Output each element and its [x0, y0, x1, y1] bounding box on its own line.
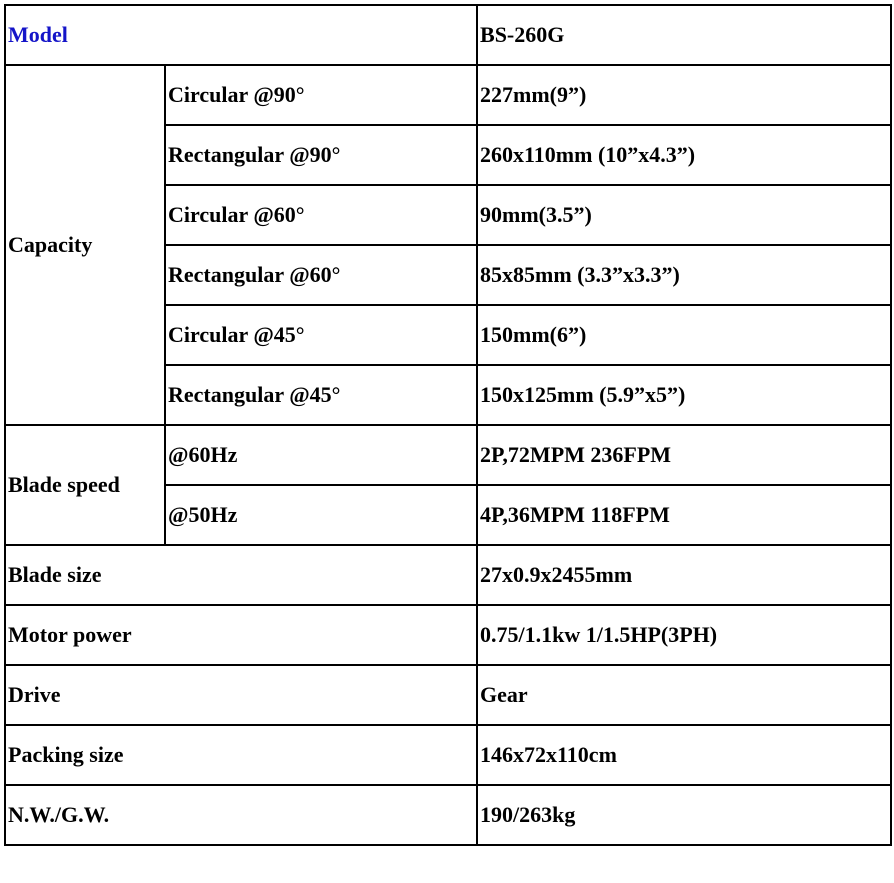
capacity-value: 227mm(9”) — [477, 65, 891, 125]
capacity-value: 90mm(3.5”) — [477, 185, 891, 245]
table-row — [5, 665, 891, 725]
capacity-spec: Rectangular @45° — [165, 365, 477, 425]
row-label: Blade size — [5, 545, 477, 605]
row-label: Packing size — [5, 725, 477, 785]
spec-table — [4, 4, 892, 846]
capacity-value: 150x125mm (5.9”x5”) — [477, 365, 891, 425]
blade-speed-spec: @60Hz — [165, 425, 477, 485]
row-value: Gear — [477, 665, 891, 725]
table-row — [5, 725, 891, 785]
table-row — [5, 65, 891, 125]
table-row — [5, 785, 891, 845]
blade-speed-spec: @50Hz — [165, 485, 477, 545]
table-row — [5, 545, 891, 605]
table-row — [5, 605, 891, 665]
capacity-spec: Circular @90° — [165, 65, 477, 125]
row-label: N.W./G.W. — [5, 785, 477, 845]
row-value: 146x72x110cm — [477, 725, 891, 785]
capacity-spec: Rectangular @90° — [165, 125, 477, 185]
blade-speed-value: 2P,72MPM 236FPM — [477, 425, 891, 485]
blade-speed-value: 4P,36MPM 118FPM — [477, 485, 891, 545]
model-label: Model — [5, 5, 477, 65]
capacity-label: Capacity — [5, 65, 165, 425]
row-label: Motor power — [5, 605, 477, 665]
capacity-value: 260x110mm (10”x4.3”) — [477, 125, 891, 185]
capacity-spec: Circular @45° — [165, 305, 477, 365]
capacity-value: 150mm(6”) — [477, 305, 891, 365]
capacity-value: 85x85mm (3.3”x3.3”) — [477, 245, 891, 305]
model-row — [5, 5, 891, 65]
model-value: BS-260G — [477, 5, 891, 65]
row-value: 0.75/1.1kw 1/1.5HP(3PH) — [477, 605, 891, 665]
capacity-spec: Rectangular @60° — [165, 245, 477, 305]
capacity-spec: Circular @60° — [165, 185, 477, 245]
row-value: 190/263kg — [477, 785, 891, 845]
row-value: 27x0.9x2455mm — [477, 545, 891, 605]
blade-speed-label: Blade speed — [5, 425, 165, 545]
table-row — [5, 425, 891, 485]
row-label: Drive — [5, 665, 477, 725]
